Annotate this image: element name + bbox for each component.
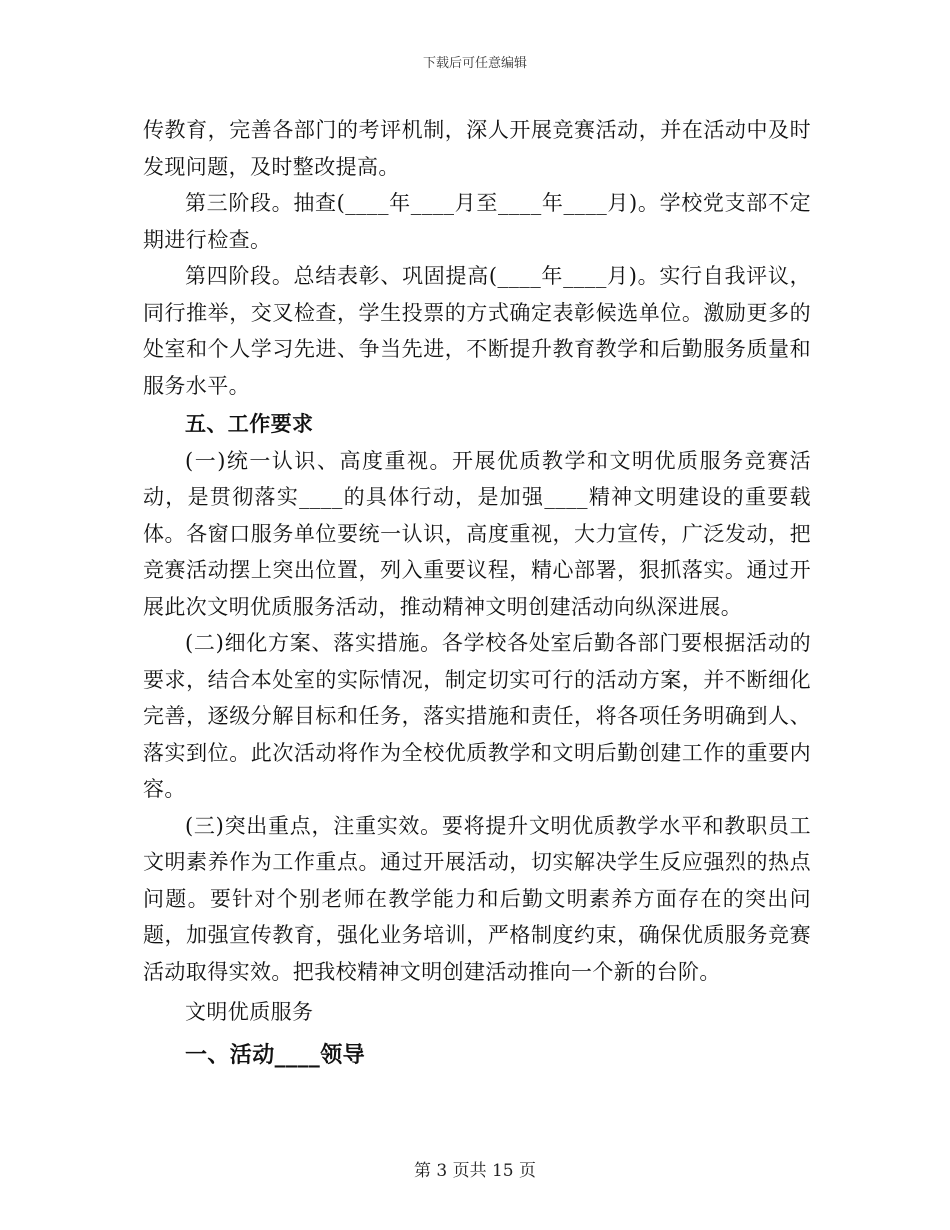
paragraph-stage-four: 第四阶段。总结表彰、巩固提高(____年____月)。实行自我评议，同行推举，交叉检查，学生投票的方式确定表彰候选单位。激励更多的处室和个人学习先进、争当先进，不断提升教育教学和后勤服务质量和服务水平。: [143, 264, 811, 398]
paragraph-stage-three: 第三阶段。抽查(____年____月至____年____月)。学校党支部不定期进行检查。: [143, 191, 811, 252]
page-header: 下载后可任意编辑: [422, 56, 527, 71]
document-body: [143, 112, 811, 1073]
section-heading-activity-leadership: 一、活动____领导: [185, 1041, 366, 1068]
section-heading-work-requirements: 五、工作要求: [185, 411, 314, 436]
paragraph-requirement-three: (三)突出重点，注重实效。要将提升文明优质教学水平和教职员工文明素养作为工作重点。通过开展活动，切实解决学生反应强烈的热点问题。要针对个别老师在教学能力和后勤文明素养方面存在的突出问题，加强宣传教育，强化业务培训，严格制度约束，确保优质服务竞赛活动取得实效。把我校精神文明创建活动推向一个新的台阶。: [143, 813, 811, 984]
paragraph-continuation: 传教育，完善各部门的考评机制，深人开展竞赛活动，并在活动中及时发现问题，及时整改提高。: [143, 118, 811, 179]
paragraph-requirement-two: (二)细化方案、落实措施。各学校各处室后勤各部门要根据活动的要求，结合本处室的实际情况，制定切实可行的活动方案，并不断细化完善，逐级分解目标和任务，落实措施和责任，将各项任务明确到人、落实到位。此次活动将作为全校优质教学和文明后勤创建工作的重要内容。: [143, 631, 811, 801]
paragraph-requirement-one: (一)统一认识、高度重视。开展优质教学和文明优质服务竞赛活动，是贯彻落实____的具体行动，是加强____精神文明建设的重要载体。各窗口服务单位要统一认识，高度重视，大力宣传，广泛发动，把竞赛活动摆上突出位置，列入重要议程，精心部署，狠抓落实。通过开展此次文明优质服务活动，推动精神文明创建活动向纵深进展。: [143, 448, 811, 619]
page-number: 第 3 页共 15 页: [413, 1161, 537, 1181]
document-subtitle: 文明优质服务: [185, 1000, 314, 1024]
